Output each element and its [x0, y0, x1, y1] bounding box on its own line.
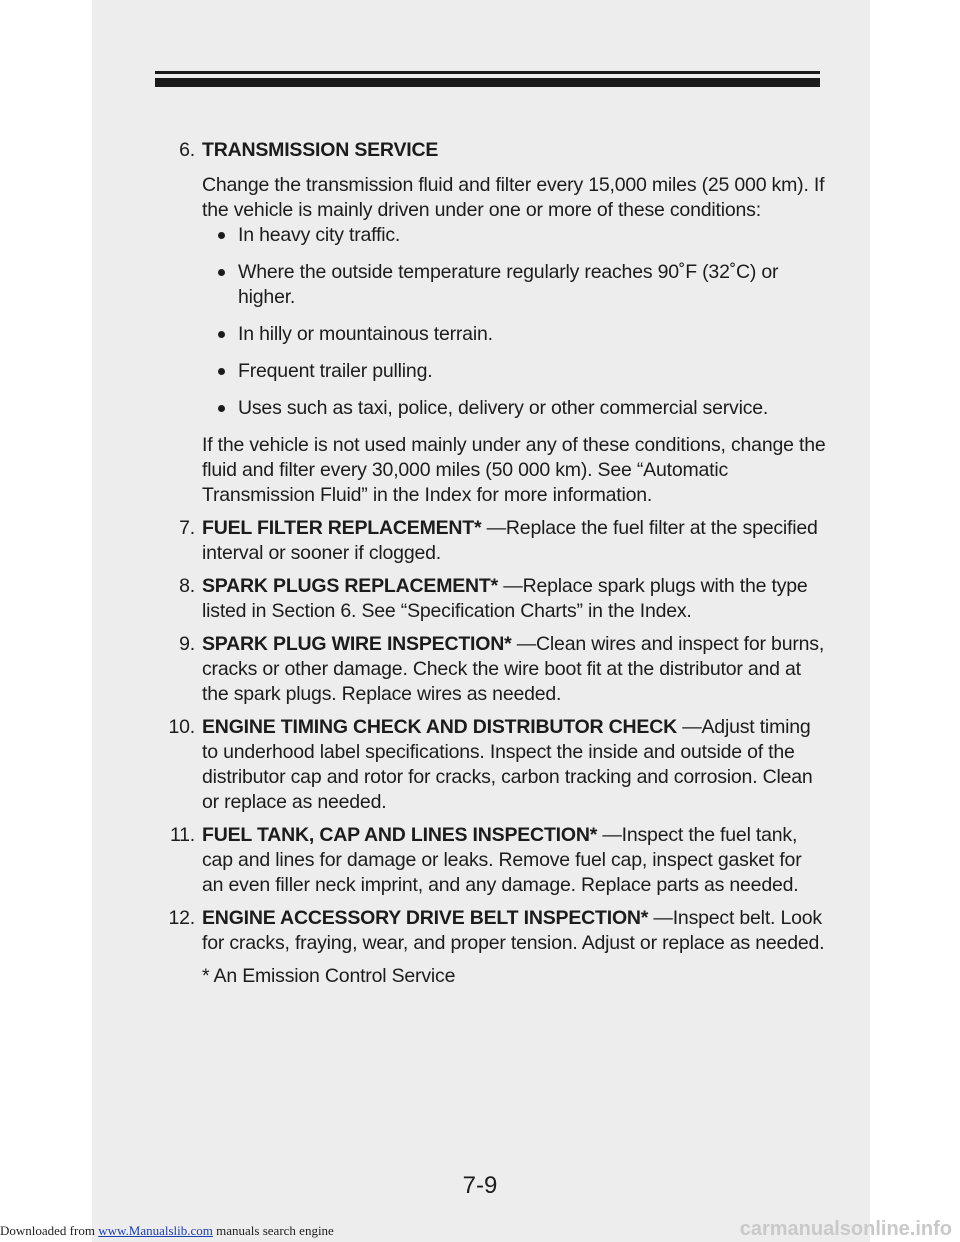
header-rule-thin: [155, 71, 820, 74]
item-number: 11.: [169, 824, 195, 846]
item-number: 7.: [179, 517, 195, 539]
conditions-list: [202, 223, 827, 421]
header-rule: [155, 78, 820, 87]
item-number: 6.: [179, 139, 195, 161]
item-heading: ENGINE TIMING CHECK AND DISTRIBUTOR CHECK: [202, 716, 677, 738]
page-number: 7-9: [462, 1172, 498, 1199]
item-text: —Replace the fuel filter at the specified interval or sooner if clogged.: [202, 517, 818, 564]
bullet-item: In hilly or mountainous terrain.: [214, 322, 827, 347]
manualslib-link[interactable]: www.Manualslib.com: [98, 1223, 213, 1238]
item-heading: FUEL FILTER REPLACEMENT*: [202, 517, 482, 539]
list-item-8: [155, 574, 827, 624]
item-intro: Change the transmission fluid and filter every 15,000 miles (25 000 km). If the vehicle is mainly driven under one or more of these conditions:: [202, 174, 825, 221]
list-item-6: [155, 138, 827, 508]
item-number: 8.: [179, 575, 195, 597]
footnote: * An Emission Control Service: [202, 965, 456, 987]
item-number: 9.: [179, 633, 195, 655]
item-text: —Inspect the fuel tank, cap and lines for damage or leaks. Remove fuel cap, inspect gasket for an even filler neck imprint, and any damage. Replace parts as needed.: [202, 824, 802, 896]
item-text: —Adjust timing to underhood label specifications. Inspect the inside and outside of the distributor cap and rotor for cracks, carbon tracking and corrosion. Clean or replace as needed.: [202, 716, 813, 813]
item-heading: FUEL TANK, CAP AND LINES INSPECTION*: [202, 824, 598, 846]
item-heading: SPARK PLUG WIRE INSPECTION*: [202, 633, 512, 655]
download-banner: [0, 1223, 334, 1241]
item-number: 12.: [168, 907, 195, 929]
item-heading: ENGINE ACCESSORY DRIVE BELT INSPECTION*: [202, 907, 649, 929]
item-text: —Replace spark plugs with the type listed in Section 6. See “Specification Charts” in the Index.: [202, 575, 808, 622]
bullet-item: Frequent trailer pulling.: [214, 359, 827, 384]
item-text: —Inspect belt. Look for cracks, fraying, wear, and proper tension. Adjust or replace as needed.: [202, 907, 825, 954]
bullet-item: Where the outside temperature regularly reaches 90˚F (32˚C) or higher.: [214, 260, 827, 310]
item-heading: TRANSMISSION SERVICE: [202, 139, 439, 161]
banner-suffix: manuals search engine: [212, 1223, 334, 1238]
list-item-7: [155, 516, 827, 566]
bullet-item: In heavy city traffic.: [214, 223, 827, 248]
watermark: carmanualsonline.info: [739, 1218, 952, 1240]
bullet-item: Uses such as taxi, police, delivery or other commercial service.: [214, 396, 827, 421]
banner-prefix: Downloaded from: [0, 1223, 99, 1238]
item-heading: SPARK PLUGS REPLACEMENT*: [202, 575, 499, 597]
list-item-10: [155, 715, 827, 815]
item-number: 10.: [168, 716, 195, 738]
list-item-12: [155, 906, 827, 956]
item-text: —Clean wires and inspect for burns, cracks or other damage. Check the wire boot fit at the distributor and at the spark plugs. Replace wires as needed.: [202, 633, 825, 705]
list-item-11: [155, 823, 827, 898]
item-outro: If the vehicle is not used mainly under any of these conditions, change the fluid and filter every 30,000 miles (50 000 km). See “Automatic Transmission Fluid” in the Index for more information.: [202, 434, 826, 506]
list-item-9: [155, 632, 827, 707]
page-content: [155, 138, 827, 989]
